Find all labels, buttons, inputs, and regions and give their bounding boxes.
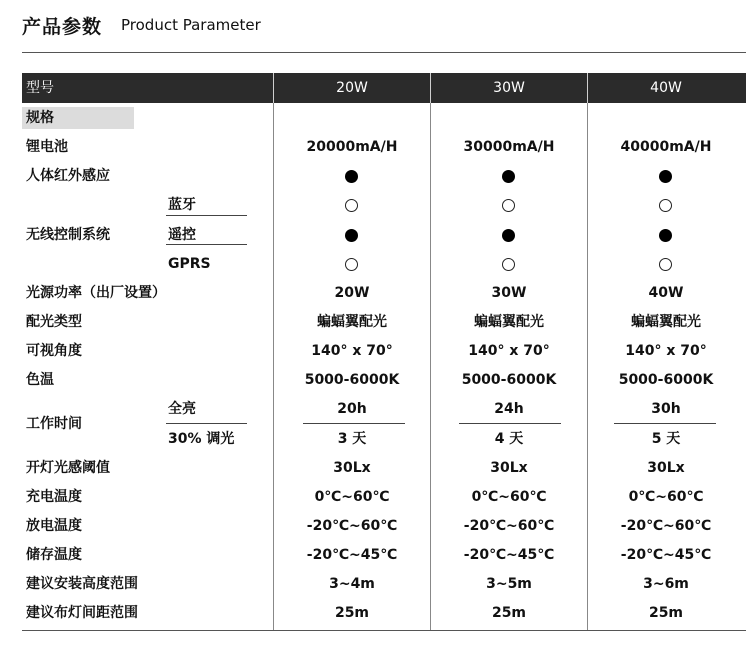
row-label-discharge-temp: 放电温度 <box>26 518 82 534</box>
sub-label-gprs: GPRS <box>168 256 211 272</box>
charge-temp-20w: 0℃~60℃ <box>314 489 390 505</box>
storage-temp-30w: -20℃~45℃ <box>463 547 555 563</box>
storage-temp-40w: -20℃~45℃ <box>620 547 712 563</box>
power-30w: 30W <box>491 285 527 301</box>
header-divider <box>273 73 274 103</box>
header-model-20w: 20W <box>336 80 368 96</box>
row-label-pir: 人体红外感应 <box>26 168 110 184</box>
title-divider <box>22 52 746 53</box>
row-label-power: 光源功率（出厂设置） <box>26 285 166 301</box>
worktime-full-40w: 30h <box>651 401 681 417</box>
worktime-dim-30w: 4 天 <box>494 431 524 447</box>
spec-label: 规格 <box>26 110 54 126</box>
threshold-40w: 30Lx <box>647 460 685 476</box>
worktime-dim-40w: 5 天 <box>651 431 681 447</box>
optics-40w: 蝙蝠翼配光 <box>631 314 701 330</box>
discharge-temp-20w: -20℃~60℃ <box>306 518 398 534</box>
header-label-model: 型号 <box>26 80 54 96</box>
height-30w: 3~5m <box>486 576 532 592</box>
page-subtitle: Product Parameter <box>121 16 261 34</box>
row-label-worktime: 工作时间 <box>26 416 82 432</box>
height-20w: 3~4m <box>329 576 375 592</box>
sub-label-dimming: 30% 调光 <box>168 431 235 447</box>
battery-30w: 30000mA/H <box>463 139 555 155</box>
bluetooth-30w-dot <box>502 199 515 212</box>
optics-30w: 蝙蝠翼配光 <box>474 314 544 330</box>
cct-30w: 5000-6000K <box>461 372 557 388</box>
sub-label-bluetooth: 蓝牙 <box>168 197 196 213</box>
cct-40w: 5000-6000K <box>618 372 714 388</box>
power-40w: 40W <box>648 285 684 301</box>
header-divider <box>587 73 588 103</box>
header-divider <box>430 73 431 103</box>
spacing-40w: 25m <box>648 605 684 621</box>
sub-divider <box>166 244 247 245</box>
row-label-charge-temp: 充电温度 <box>26 489 82 505</box>
charge-temp-30w: 0℃~60℃ <box>471 489 547 505</box>
gprs-40w-dot <box>659 258 672 271</box>
row-label-optics: 配光类型 <box>26 314 82 330</box>
discharge-temp-30w: -20℃~60℃ <box>463 518 555 534</box>
angle-40w: 140° x 70° <box>625 343 707 359</box>
row-label-wireless: 无线控制系统 <box>26 227 110 243</box>
row-label-height: 建议安装高度范围 <box>26 576 138 592</box>
battery-20w: 20000mA/H <box>306 139 398 155</box>
spacing-20w: 25m <box>334 605 370 621</box>
angle-30w: 140° x 70° <box>468 343 550 359</box>
storage-temp-20w: -20℃~45℃ <box>306 547 398 563</box>
battery-40w: 40000mA/H <box>620 139 712 155</box>
bluetooth-20w-dot <box>345 199 358 212</box>
row-label-storage-temp: 储存温度 <box>26 547 82 563</box>
remote-30w-dot <box>502 229 515 242</box>
remote-20w-dot <box>345 229 358 242</box>
worktime-full-20w: 20h <box>337 401 367 417</box>
row-label-cct: 色温 <box>26 372 54 388</box>
threshold-20w: 30Lx <box>333 460 371 476</box>
discharge-temp-40w: -20℃~60℃ <box>620 518 712 534</box>
cct-20w: 5000-6000K <box>304 372 400 388</box>
header-model-30w: 30W <box>493 80 525 96</box>
row-label-battery: 锂电池 <box>26 139 68 155</box>
row-label-threshold: 开灯光感阈值 <box>26 460 110 476</box>
row-label-spacing: 建议布灯间距范围 <box>26 605 138 621</box>
pir-40w-dot <box>659 170 672 183</box>
row-label-angle: 可视角度 <box>26 343 82 359</box>
gprs-20w-dot <box>345 258 358 271</box>
sub-divider <box>166 215 247 216</box>
spacing-30w: 25m <box>491 605 527 621</box>
table-bottom-border <box>22 630 746 631</box>
worktime-full-30w: 24h <box>494 401 524 417</box>
gprs-30w-dot <box>502 258 515 271</box>
angle-20w: 140° x 70° <box>311 343 393 359</box>
charge-temp-40w: 0℃~60℃ <box>628 489 704 505</box>
pir-20w-dot <box>345 170 358 183</box>
bluetooth-40w-dot <box>659 199 672 212</box>
header-model-40w: 40W <box>650 80 682 96</box>
power-20w: 20W <box>334 285 370 301</box>
remote-40w-dot <box>659 229 672 242</box>
height-40w: 3~6m <box>643 576 689 592</box>
pir-30w-dot <box>502 170 515 183</box>
page-title: 产品参数 <box>22 16 103 38</box>
worktime-dim-20w: 3 天 <box>337 431 367 447</box>
sub-label-remote: 遥控 <box>168 227 196 243</box>
sub-label-full-bright: 全亮 <box>168 401 196 417</box>
threshold-30w: 30Lx <box>490 460 528 476</box>
optics-20w: 蝙蝠翼配光 <box>317 314 387 330</box>
